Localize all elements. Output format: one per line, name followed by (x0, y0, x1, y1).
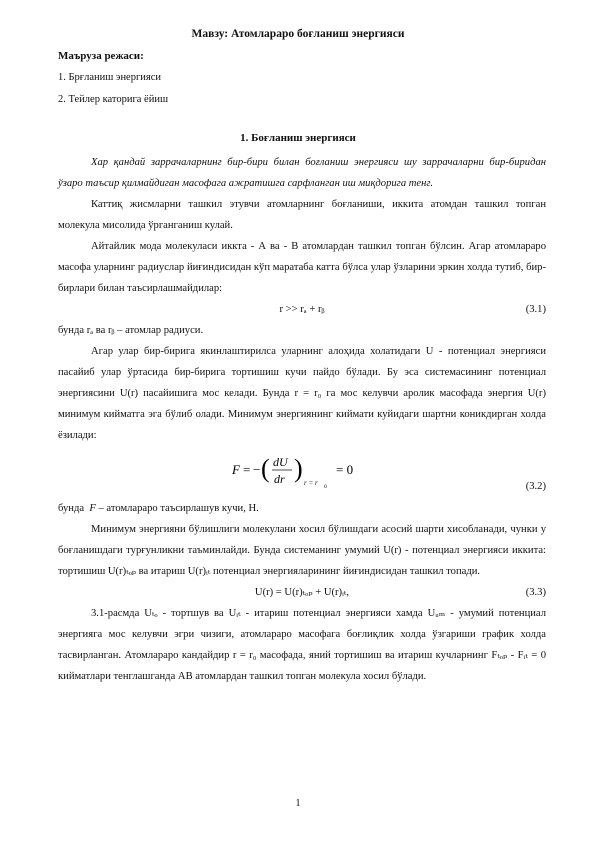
formula-minus: − (253, 462, 261, 477)
plan-item-2: 2. Тейлер каторига ёйиш (58, 94, 169, 105)
formula-right-paren: ) (294, 454, 303, 483)
formula-subscript: r = r (304, 479, 318, 487)
equation-3-1 (58, 299, 546, 320)
plan-item-1: 1. Брғланиш энергияси (58, 72, 162, 83)
force-note-symbol: F (89, 503, 96, 514)
formula-graphic (228, 448, 388, 496)
force-note-start: бунда (58, 503, 85, 514)
equation-3-1-number: (3.1) (525, 304, 546, 315)
paragraph-radius-note: бунда rₐ ва rᵦ – атомлар радиуси. (58, 325, 204, 336)
page-number: 1 (295, 798, 301, 809)
equation-3-3-number: (3.3) (525, 587, 546, 598)
paragraph-minimum: Минимум энергияни бўлишлиги молекулани хосил бўлишдаги асосий шарти хисобланади, чунки у боғланишдаги турғунликни таъминлайди. Бунда системанинг умумий U(r) - потенциал энергияси иккита: тортишиш U(r)ₜₒₚ ва итариш U(r)ᵢₜ потенциал энергияларининг йиғиндисидан ташкил топади. (58, 524, 546, 577)
equation-3-3 (58, 582, 546, 603)
paragraph-bonding: Каттиқ жисмларни ташкил этувчи атомларнинг боғланиши, иккита атомдан ташкил топган молекула мисолида ўрганганиш кулай. (58, 199, 546, 231)
section-heading: 1. Боғланиш энергияси (240, 132, 356, 144)
formula-zero: = 0 (336, 462, 354, 477)
equation-3-3-text: U(r) = U(r)ₜₒₚ + U(r)ᵢₜ, (254, 587, 350, 598)
formula-f: F (232, 462, 240, 477)
formula-left-paren: ( (261, 454, 270, 483)
force-note-end: – атомлараро таъсирлашув кучи, Н. (98, 503, 259, 514)
paragraph-potential: Агар улар бир-бирига якинлаштирилса уларнинг алоҳида холатидаги U - потенциал энергияси пасайиб улар ўртасида бир-бирига тортишиш кучи пайдо бўлади. Бу эса системасининг потенциал энергиясини U(r) пасайишига мос келади. Бунда r = r₀ га мос келувчи аролик масофада энергия U(r) минимум кийматга эга бўлиб олади. Минимум энергиянинг киймати куйидаги шартни коникдирган холда ёзилади: (58, 346, 546, 441)
paragraph-molecule: Айтайлик мода молекуласи иккта - А ва - В атомлардан ташкил топган бўлсин. Агар атомлараро масофа уларнинг радиуслар йиғиндисидан кўп маратаба катта бўлса улар ўзларини эркин холда тутиб, бир-бирлари билан таъсирлашмайдилар: (58, 241, 546, 294)
formula-eq-sign: = (243, 462, 251, 477)
section-body (58, 152, 546, 687)
plan-heading: Маъруза режаси: (58, 50, 144, 62)
paragraph-figure: 3.1-расмда Uₜₒ - тортшув ва Uᵢₜ - итариш потенциал энергияси хамда Uᵤₘ - умумий потенциал энергияга мос келувчи эгри чизиги, атомлараро масофага боғлиқлик холда ўзгариши график холда тасвирланган. Атомлараро кандайдир r = r₀ масофада, яний тортишиш ва итариш кучларнинг Fₜₒₚ - Fᵢₜ = 0 кийматлари тенглашганда АВ атомлардан ташкил топган молекула хосил бўлади. (58, 608, 546, 682)
equation-3-2-number: (3.2) (525, 481, 546, 492)
formula-numerator: dU (273, 455, 288, 469)
formula-denominator: dr (274, 472, 285, 486)
equation-3-2 (58, 446, 546, 498)
paragraph-force-note (58, 498, 546, 519)
equation-3-1-text: r >> rₐ + rᵦ (279, 304, 325, 315)
paragraph-definition: Хар қандай заррачаларнинг бир-бири билан боғланиш энергияси шу заррачаларни бир-биридан ўзаро таъсир қилмайдиган масофага ажратишга сарфланган иш миқдорига тенг. (58, 157, 546, 189)
formula-subscript-zero: 0 (324, 484, 327, 490)
page-title: Мавзу: Атомлараро боғланиш энергияси (191, 28, 405, 40)
